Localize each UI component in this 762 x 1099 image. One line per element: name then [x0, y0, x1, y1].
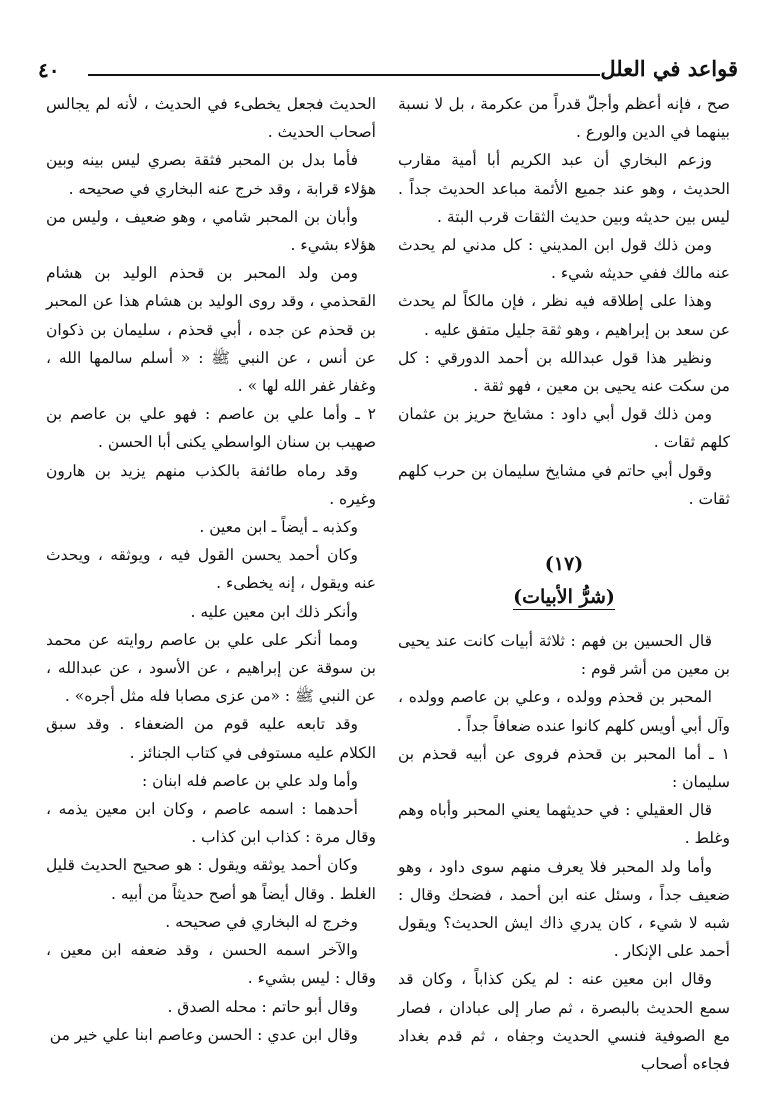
- paragraph: وخرج له البخاري في صحيحه .: [165, 912, 358, 931]
- paragraph: ومن ذلك قول ابن المديني : كل مدني لم يحدث عنه مالك ففي حديثه شيء .: [398, 236, 730, 283]
- paragraph: ومن ولد المحبر بن قحذم الوليد بن هشام القحذمي ، وقد روى الوليد بن هشام هذا عن المحبر بن قحذم عن جده ، أبي قحذم ، سليمان بن ذكوان عن أنس ، عن النبي ﷺ : « أسلم سالمها الله ، وغفار غفر الله لها » .: [46, 264, 376, 396]
- paragraph: وقد تابعه عليه قوم من الضعفاء . وقد سبق الكلام عليه مستوفى في كتاب الجنائز .: [46, 715, 376, 762]
- paragraph: والآخر اسمه الحسن ، وقد ضعفه ابن معين ، وقال : ليس بشيء .: [46, 941, 376, 988]
- paragraph: وقال أبو حاتم : محله الصدق .: [167, 997, 358, 1016]
- paragraph: أحدهما : اسمه عاصم ، وكان ابن معين يذمه ، وقال مرة : كذاب ابن كذاب .: [46, 800, 376, 847]
- page-number: ٤٠: [38, 58, 60, 82]
- paragraph: ونظير هذا قول عبدالله بن أحمد الدورقي : كل من سكت عنه يحيى بن معين ، فهو ثقة .: [398, 348, 730, 396]
- paragraph: وزعم البخاري أن عبد الكريم أبا أمية مقارب الحديث ، وهو عند جميع الأئمة مباعد الحديث جداً . ليس بين حديثه وبين حديث الثقات قرب البتة .: [398, 151, 730, 226]
- paragraph: ومما أنكر على علي بن عاصم روايته عن محمد بن سوقة عن إبراهيم ، عن الأسود ، عن عبدالله ، عن النبي ﷺ : «من عزى مصابا فله مثل أجره» .: [46, 630, 376, 706]
- paragraph: ٢ ـ وأما علي بن عاصم : فهو علي بن عاصم بن صهيب بن سنان الواسطي يكنى أبا الحسن .: [46, 405, 376, 452]
- paragraph: وقول أبي حاتم في مشايخ سليمان بن حرب كلهم ثقات .: [398, 461, 730, 508]
- paragraph: قال العقيلي : في حديثهما يعني المحبر وأباه وهم وغلط .: [398, 801, 730, 848]
- paragraph: وقال ابن معين عنه : لم يكن كذاباً ، وكان قد سمع الحديث بالبصرة ، ثم صار إلى عبادان ، فصار مع الصوفية فنسي الحديث وجفاه ، ثم قدم بغداد فجاءه أصحاب: [398, 970, 730, 1074]
- paragraph: وأبان بن المحبر شامي ، وهو ضعيف ، وليس من هؤلاء بشيء .: [46, 207, 376, 255]
- book-title: قواعد في العلل: [600, 56, 738, 81]
- paragraph: قال الحسين بن فهم : ثلاثة أبيات كانت عند يحيى بن معين من أشر قوم :: [398, 632, 730, 679]
- paragraph: وأما ولد المحبر فلا يعرف منهم سوى داود ، وهو ضعيف جداً ، وسئل عنه ابن أحمد ، فضحك وقال : شبه لا شيء ، كان يدري ذاك ايش الحديث؟ ويقول أحمد على الإنكار .: [398, 857, 730, 961]
- paragraph: وكان أحمد يحسن القول فيه ، ويوثقه ، ويحدث عنه ويقول ، إنه يخطىء .: [46, 546, 376, 593]
- paragraph: ١ ـ أما المحبر بن قحذم فروى عن أبيه قحذم بن سليمان :: [398, 744, 730, 792]
- paragraph: المحبر بن قحذم وولده ، وعلي بن عاصم وولده ، وآل أبي أويس كلهم كانوا عنده ضعافاً جداً .: [398, 688, 730, 735]
- paragraph: وقال ابن عدي : الحسن وعاصم ابنا علي خير من: [49, 1025, 358, 1044]
- paragraph: وكذبه ـ أيضاً ـ ابن معين .: [199, 518, 358, 537]
- section-number: (١٧): [544, 553, 584, 576]
- paragraph: وقد رماه طائفة بالكذب منهم يزيد بن هارون وغيره .: [46, 461, 376, 508]
- paragraph: وكان أحمد يوثقه ويقول : هو صحيح الحديث قليل الغلط . وقال أيضاً هو أصح حديثاً من أبيه .: [46, 856, 376, 903]
- section-title-text: (شرُّ الأبيات): [513, 586, 615, 609]
- running-header: [38, 56, 738, 90]
- paragraph: وأنكر ذلك ابن معين عليه .: [190, 602, 358, 621]
- header-rule: [88, 74, 600, 76]
- section-title: [398, 581, 730, 613]
- paragraph: ومن ذلك قول أبي داود : مشايخ حريز بن عثمان كلهم ثقات .: [398, 405, 730, 452]
- paragraph: صح ، فإنه أعظم وأجلّ قدراً من عكرمة ، بل لا نسبة بينهما في الدين والورع .: [398, 95, 730, 142]
- paragraph: وأما ولد علي بن عاصم فله ابنان :: [142, 771, 358, 790]
- right-column: [398, 90, 730, 1078]
- left-column: [46, 90, 376, 1049]
- paragraph: الحديث فجعل يخطىء في الحديث ، لأنه لم يجالس أصحاب الحديث .: [46, 95, 376, 142]
- paragraph: فأما بدل بن المحبر فثقة بصري ليس بينه وبين هؤلاء قرابة ، وقد خرج عنه البخاري في صحيحه .: [46, 151, 376, 198]
- paragraph: وهذا على إطلاقه فيه نظر ، فإن مالكاً لم يحدث عن سعد بن إبراهيم ، وهو ثقة جليل متفق عليه .: [398, 292, 730, 339]
